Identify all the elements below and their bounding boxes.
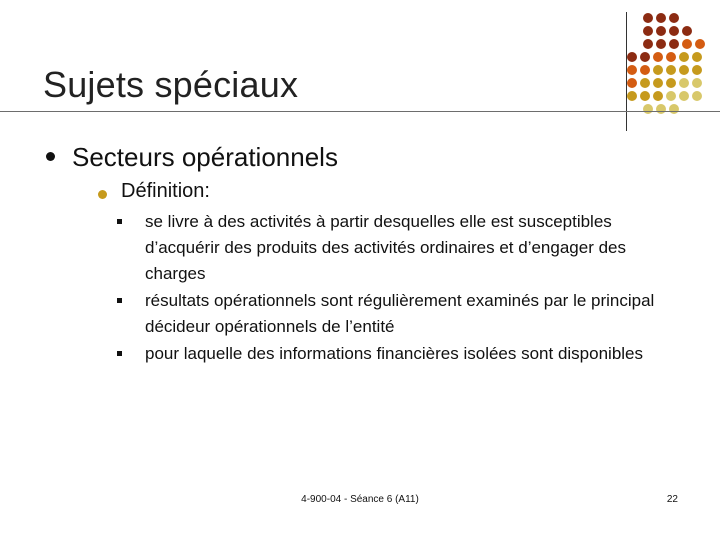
level3-item-text: pour laquelle des informations financières isolées sont disponibles	[145, 344, 644, 363]
decorative-dot	[640, 91, 650, 101]
decorative-dot	[679, 78, 689, 88]
decorative-dot	[653, 65, 663, 75]
decorative-dot	[643, 39, 653, 49]
decorative-dot	[682, 39, 692, 49]
decorative-dot	[666, 65, 676, 75]
decorative-dot	[656, 13, 666, 23]
decorative-dot	[695, 39, 705, 49]
decorative-dot	[666, 91, 676, 101]
decorative-dot	[643, 26, 653, 36]
page-number: 22	[666, 494, 678, 505]
decorative-dot	[656, 26, 666, 36]
decorative-dot	[643, 13, 653, 23]
title-underline	[0, 111, 720, 112]
decorative-dot	[640, 65, 650, 75]
slide-title: Sujets spéciaux	[43, 64, 299, 105]
decorative-dot	[640, 78, 650, 88]
decorative-dot	[692, 91, 702, 101]
decorative-dot	[653, 78, 663, 88]
level2-bullet-text: Définition:	[121, 180, 210, 202]
square-bullet-icon	[117, 298, 122, 303]
decorative-dot	[682, 26, 692, 36]
decorative-dot	[653, 91, 663, 101]
decorative-dot	[627, 78, 637, 88]
level3-item	[145, 341, 675, 367]
square-bullet-icon	[117, 219, 122, 224]
bullet-icon	[98, 190, 107, 199]
decorative-dot	[669, 39, 679, 49]
level3-item	[145, 209, 675, 287]
bullet-icon	[46, 152, 55, 161]
level3-item-text: se livre à des activités à partir desquelles elle est susceptibles d’acquérir des produits des activités ordinaires et d’engager des charges	[145, 212, 626, 283]
decorative-dot	[627, 52, 637, 62]
decorative-dot	[692, 52, 702, 62]
decorative-dot	[640, 52, 650, 62]
vertical-divider	[626, 12, 627, 131]
level3-item-text: résultats opérationnels sont régulièrement examinés par le principal décideur opérationnels de l’entité	[145, 291, 655, 336]
slide-footer: 4-900-04 - Séance 6 (A11)	[301, 494, 419, 505]
decorative-dot	[653, 52, 663, 62]
square-bullet-icon	[117, 351, 122, 356]
decorative-dot	[656, 39, 666, 49]
decorative-dot	[666, 52, 676, 62]
decorative-dot	[627, 91, 637, 101]
decorative-dot	[679, 91, 689, 101]
decorative-dot	[656, 104, 666, 114]
decorative-dot	[643, 104, 653, 114]
decorative-dot	[669, 13, 679, 23]
decorative-dot	[679, 65, 689, 75]
decorative-dot	[666, 78, 676, 88]
level1-bullet-text: Secteurs opérationnels	[72, 142, 338, 172]
decorative-dot	[692, 78, 702, 88]
decorative-dot	[679, 52, 689, 62]
decorative-dot	[692, 65, 702, 75]
level3-item	[145, 288, 675, 340]
decorative-dot	[669, 104, 679, 114]
decorative-dot	[669, 26, 679, 36]
decorative-dot	[627, 65, 637, 75]
